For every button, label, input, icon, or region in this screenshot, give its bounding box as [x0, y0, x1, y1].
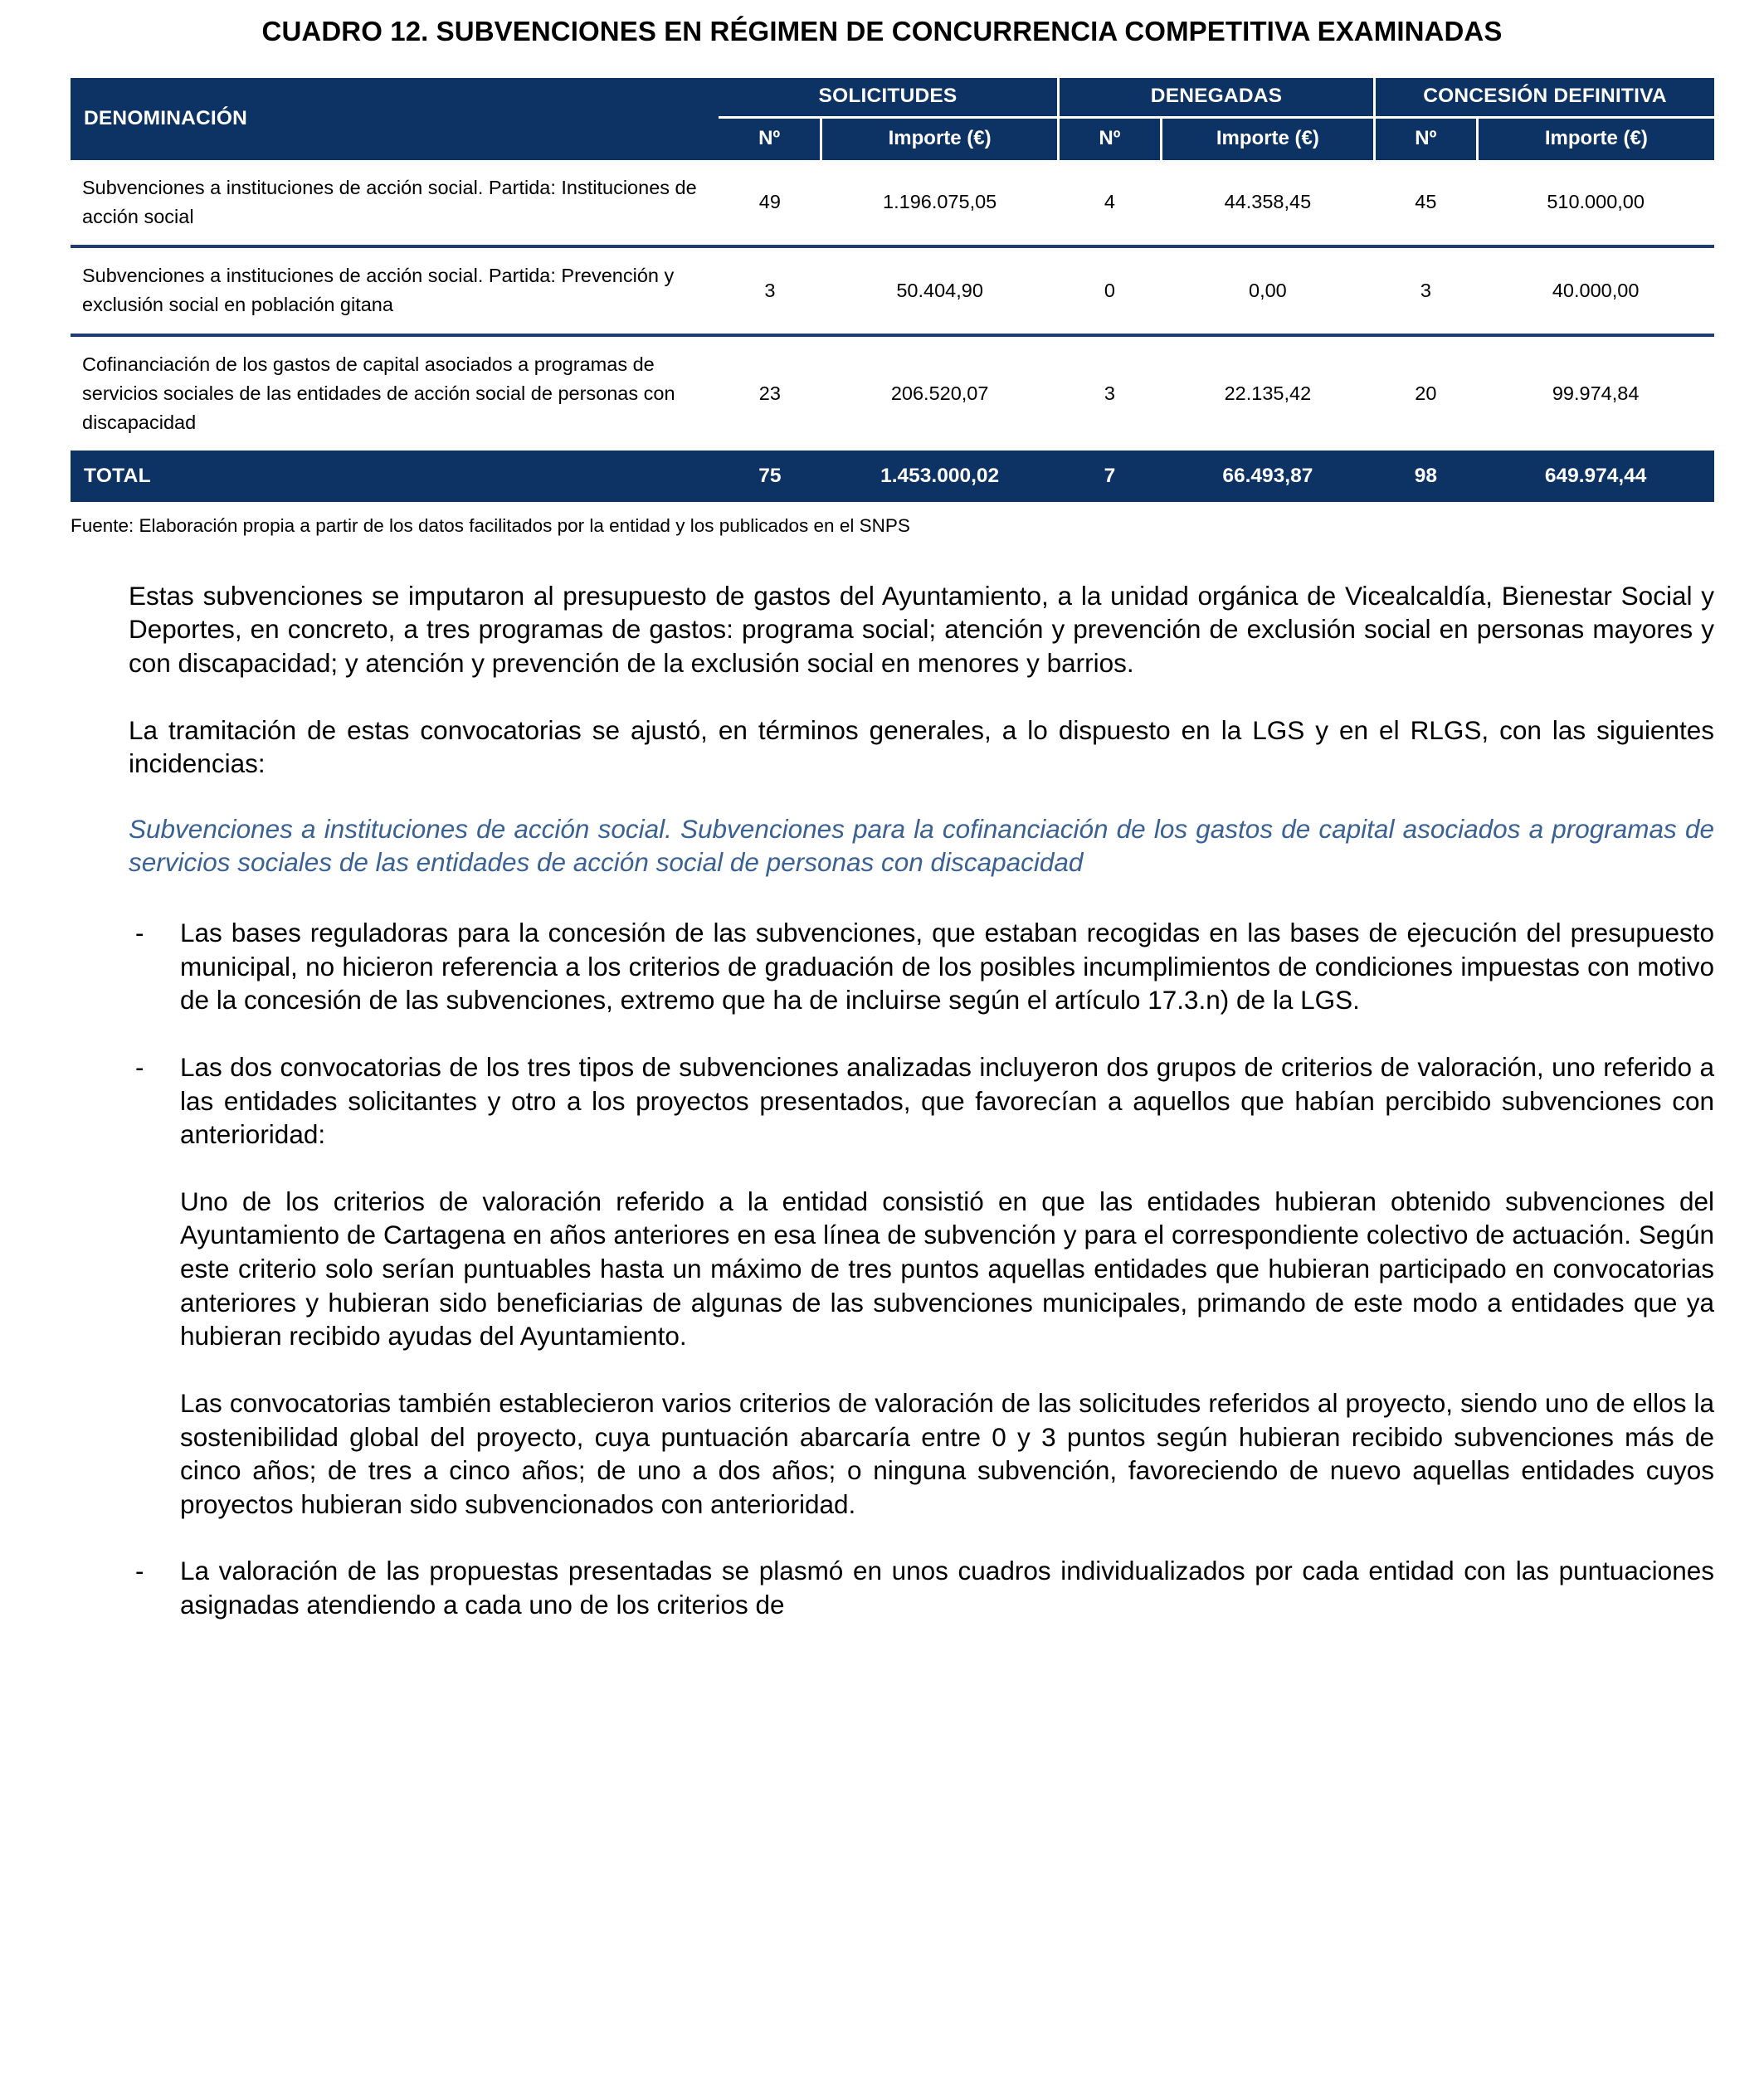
table-head	[71, 78, 1714, 160]
list-item	[129, 916, 1714, 1017]
list-item	[129, 1554, 1714, 1621]
cell-total-solicitudes-numero: 75	[719, 451, 821, 502]
dash-bullet-icon: -	[135, 1556, 144, 1586]
column-header-solicitudes-numero: Nº	[719, 117, 821, 160]
table-group-header-row	[71, 78, 1714, 118]
sub-paragraph-2: Las convocatorias también establecieron varios criterios de valoración de las solicitudes referidos al proyecto, siendo uno de ellos la sostenibilidad global del proyecto, cuya puntuación abarcaría entre 0 y 3 puntos según hubieran recibido subvenciones más de cinco años; de tres a cinco años; de uno a dos años; o ninguna subvención, favoreciendo de nuevo aquellas entidades cuyos proyectos hubieran sido subvencionados con anterioridad.	[180, 1387, 1714, 1519]
cell-denegadas-importe: 0,00	[1161, 246, 1374, 335]
column-header-concesion-importe: Importe (€)	[1477, 117, 1714, 160]
cell-denegadas-numero: 4	[1059, 160, 1162, 247]
page-title: CUADRO 12. SUBVENCIONES EN RÉGIMEN DE CONCURRENCIA COMPETITIVA EXAMINADAS	[261, 16, 1503, 46]
cell-total-denegadas-numero: 7	[1059, 451, 1162, 502]
table-row	[71, 335, 1714, 451]
cell-concesion-numero: 3	[1374, 246, 1477, 335]
cell-denegadas-numero: 3	[1104, 382, 1115, 404]
cell-concesion-importe: 510.000,00	[1477, 160, 1714, 247]
cell-denegadas-numero: 0	[1059, 246, 1162, 335]
table-container	[0, 78, 1764, 503]
cell-total-concesion-numero: 98	[1374, 451, 1477, 502]
cell-denominacion: Subvenciones a instituciones de acción social. Partida: Prevención y exclusión social en población gitana	[71, 246, 719, 335]
table-source-note: Fuente: Elaboración propia a partir de los datos facilitados por la entidad y los publicados en el SNPS	[71, 515, 910, 537]
cell-solicitudes-importe: 206.520,07	[890, 382, 989, 404]
dash-bullet-icon: -	[135, 918, 144, 948]
cell-solicitudes-numero: 23	[758, 382, 781, 404]
table-row	[71, 160, 1714, 247]
column-group-header-solicitudes: SOLICITUDES	[719, 78, 1059, 118]
cell-solicitudes-numero: 49	[719, 160, 821, 247]
cell-denominacion: Cofinanciación de los gastos de capital asociados a programas de servicios sociales de las entidades de acción social de personas con discapacidad	[82, 353, 675, 434]
list-item-text: Las bases reguladoras para la concesión de las subvenciones, que estaban recogidas en las bases de ejecución del presupuesto municipal, no hicieron referencia a los criterios de graduación de los posibles incumplimientos de condiciones impuestas con motivo de la concesión de las subvenciones, extremo que ha de incluirse según el artículo 17.3.n) de la LGS.	[180, 918, 1714, 1016]
table-total-row	[71, 451, 1714, 502]
column-header-denegadas-numero: Nº	[1059, 117, 1162, 160]
cell-solicitudes-importe: 50.404,90	[821, 246, 1059, 335]
sub-paragraph-1: Uno de los criterios de valoración referido a la entidad consistió en que las entidades hubieran obtenido subvenciones del Ayuntamiento de Cartagena en años anteriores en esa línea de subvención y para el correspondiente colectivo de actuación. Según este criterio solo serían puntuables hasta un máximo de tres puntos aquellas entidades que hubieran participado en convocatorias anteriores y hubieran sido beneficiarias de algunas de las subvenciones municipales, primando de este modo a entidades que ya hubieran recibido ayudas del Ayuntamiento.	[180, 1186, 1714, 1352]
cell-concesion-importe: 99.974,84	[1552, 382, 1640, 404]
dash-bullet-icon: -	[135, 1051, 144, 1082]
column-group-header-concesion-definitiva: CONCESIÓN DEFINITIVA	[1374, 78, 1714, 118]
cell-solicitudes-numero: 3	[719, 246, 821, 335]
paragraph-1: Estas subvenciones se imputaron al presupuesto de gastos del Ayuntamiento, a la unidad orgánica de Vicealcaldía, Bienestar Social y Deportes, en concreto, a tres programas de gastos: programa social; atención y prevención de exclusión social en personas mayores y con discapacidad; y atención y prevención de la exclusión social en menores y barrios.	[129, 580, 1714, 678]
cell-total-solicitudes-importe: 1.453.000,02	[821, 451, 1059, 502]
table-row	[71, 246, 1714, 335]
list-item	[129, 1050, 1714, 1152]
list-item-text: Las dos convocatorias de los tres tipos de subvenciones analizadas incluyeron dos grupos de criterios de valoración, uno referido a las entidades solicitantes y otro a los proyectos presentados, que favorecían a aquellos que habían percibido subvenciones con anterioridad:	[180, 1051, 1714, 1150]
cell-total-label: TOTAL	[71, 451, 719, 502]
column-header-concesion-numero: Nº	[1374, 117, 1477, 160]
body-content	[0, 579, 1764, 1622]
cell-concesion-numero: 45	[1374, 160, 1477, 247]
paragraph-2: La tramitación de estas convocatorias se ajustó, en términos generales, a lo dispuesto en la LGS y en el RLGS, con las siguientes incidencias:	[129, 714, 1714, 779]
cell-denominacion: Subvenciones a instituciones de acción social. Partida: Instituciones de acción social	[71, 160, 719, 247]
cell-total-concesion-importe: 649.974,44	[1477, 451, 1714, 502]
cell-total-denegadas-importe: 66.493,87	[1161, 451, 1374, 502]
column-group-header-denegadas: DENEGADAS	[1059, 78, 1375, 118]
cell-concesion-importe: 40.000,00	[1477, 246, 1714, 335]
section-subheading: Subvenciones a instituciones de acción social. Subvenciones para la cofinanciación de los gastos de capital asociados a programas de servicios sociales de las entidades de acción social de personas con discapacidad	[129, 813, 1714, 878]
table-foot	[71, 451, 1714, 502]
subvenciones-table	[71, 78, 1714, 503]
column-header-denegadas-importe: Importe (€)	[1161, 117, 1374, 160]
column-header-denominacion: DENOMINACIÓN	[71, 78, 719, 160]
incidencias-list-continued	[129, 1554, 1714, 1621]
cell-denegadas-importe: 22.135,42	[1224, 382, 1312, 404]
cell-concesion-numero: 20	[1415, 382, 1437, 404]
table-body	[71, 160, 1714, 451]
column-header-solicitudes-importe: Importe (€)	[821, 117, 1059, 160]
cell-denegadas-importe: 44.358,45	[1161, 160, 1374, 247]
list-item-text: La valoración de las propuestas presentadas se plasmó en unos cuadros individualizados por cada entidad con las puntuaciones asignadas atendiendo a cada uno de los criterios de	[180, 1556, 1714, 1620]
cell-solicitudes-importe: 1.196.075,05	[821, 160, 1059, 247]
incidencias-list	[129, 916, 1714, 1152]
